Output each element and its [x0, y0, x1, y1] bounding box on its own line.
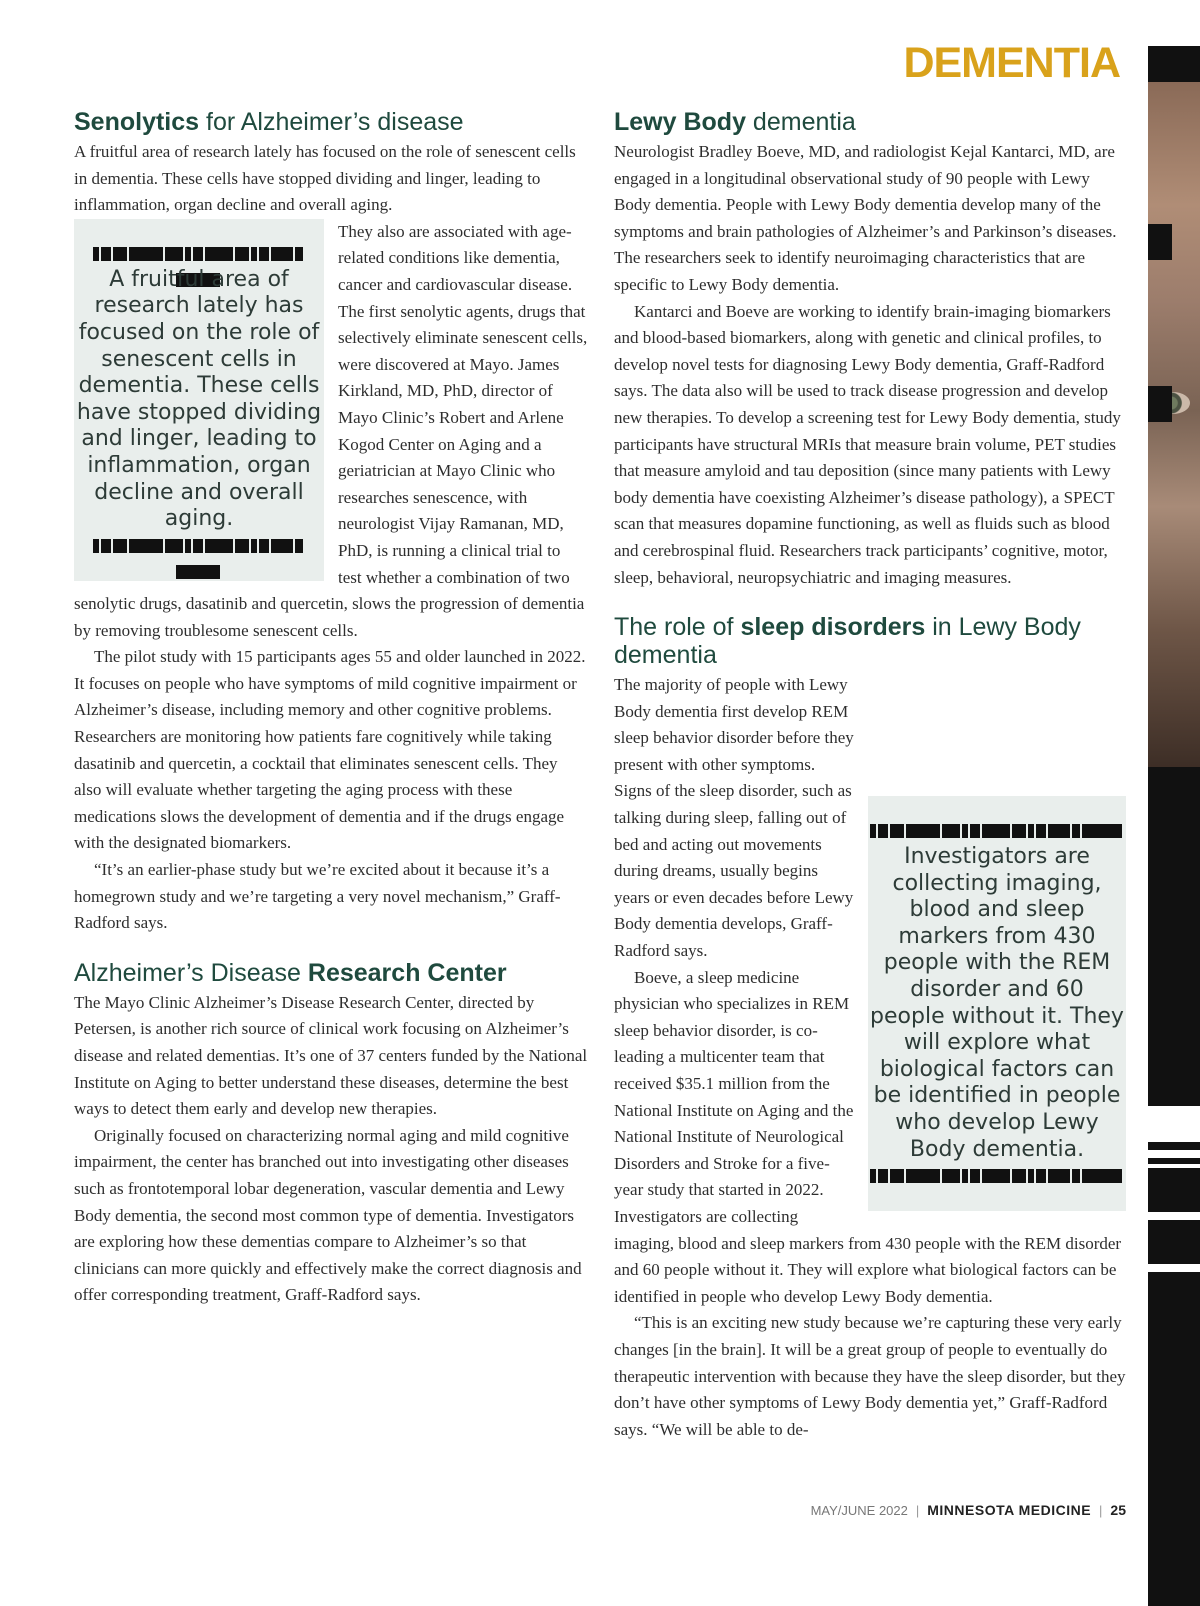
- sleep-paragraph-2: Boeve, a sleep medicine physician who specializes in REM sleep behavior disorder, is co-leading a multicenter team that received $35.1 million from the National Institute on Aging and the National Institute of Neurological Disorders and Stroke for a five-year study that started in 2022. Investigators are collecting imaging, blood and sleep markers from 430 people with the REM disorder and 60 people without it. They will explore what biological factors can be identified in people who develop Lewy Body dementia.: [614, 967, 1122, 1306]
- pull-quote-rule-top: [76, 247, 322, 261]
- senolytics-quote: “It’s an earlier-phase study but we’re excited about it because it’s a homegrown study and we’re targeting a very novel mechanism,” Graff-Radford says.: [74, 860, 561, 933]
- edge-white-band: [1148, 1164, 1200, 1168]
- heading-adrc: Alzheimer’s Disease Research Center: [74, 958, 507, 987]
- edge-photo: [1148, 82, 1200, 767]
- lewy-paragraph-1: Neurologist Bradley Boeve, MD, and radiologist Kejal Kantarci, MD, are engaged in a longitudinal observational study of 90 people with Lewy Body dementia. People with Lewy Body dementia develop many of the symptoms and brain pathologies of Alzheimer’s and Parkinson’s diseases. The researchers seek to identify neuroimaging characteristics that are specific to Lewy Body dementia.: [614, 142, 1117, 294]
- adrc-paragraph-1: The Mayo Clinic Alzheimer’s Disease Research Center, directed by Petersen, is another rich source of clinical work focusing on Alzheimer’s disease and related dementias. It’s one of 37 centers funded by the National Institute on Aging to better understand these diseases, determine the best ways to detect them early and develop new therapies.: [74, 992, 588, 1119]
- pull-quote-text: Investigators are collecting imaging, blood and sleep markers from 430 people with the REM disorder and 60 people without it. They will explore what biological factors can be identified in people who develop Lewy Body dementia.: [870, 844, 1124, 1162]
- heading-senolytics: Senolytics for Alzheimer’s disease: [74, 108, 464, 136]
- edge-white-band: [1148, 1264, 1200, 1272]
- footer-separator: |: [1099, 1502, 1103, 1518]
- edge-white-band: [1148, 1106, 1200, 1142]
- section-title: DEMENTIA: [903, 39, 1120, 87]
- sleep-paragraph-3: “This is an exciting new study because we’re capturing these very early changes [in the brain]. It will be a great group of people to eventually do therapeutic intervention with because they have the sleep disorder, but they don’t have other symptoms of Lewy Body dementia yet,” Graff-Radford says. “We will be able to de-: [614, 1313, 1126, 1439]
- pull-quote-rule-top: [870, 824, 1124, 838]
- edge-white-band: [1148, 1150, 1200, 1158]
- sleep-paragraph-1-text: The majority of people with Lewy Body dementia first develop REM sleep behavior disorder before they present with other symptoms. Signs of the sleep disorder, such as talking during sleep, falling out of bed and acting out movements during dreams, usually begins years or even decades before Lewy Body dementia develops, Graff-Radford says.: [614, 675, 854, 961]
- spacer: [614, 591, 1126, 613]
- footer-separator: |: [915, 1502, 920, 1518]
- pull-quote-rule-bottom: [870, 1169, 1124, 1183]
- edge-white-band: [1148, 1212, 1200, 1220]
- pull-quote-text: A fruitful area of research lately has focused on the role of senescent cells in dementia. These cells have stopped dividing and linger, leading to inflammation, organ decline and overall aging.: [76, 266, 322, 532]
- spacer: [74, 937, 588, 959]
- page-number: 25: [1110, 1502, 1126, 1518]
- edge-marker: [1148, 224, 1172, 260]
- edge-white-band: [1148, 0, 1200, 46]
- heading-lewy-body: Lewy Body dementia: [614, 108, 856, 136]
- pull-quote-senolytics: [74, 219, 324, 581]
- adrc-paragraph-2: Originally focused on characterizing normal aging and mild cognitive impairment, the center has branched out into investigating other diseases such as frontotemporal lobar degeneration, vascular dementia and Lewy Body dementia, the second most common type of dementia. Investigators are exploring how these dementias compare to Alzheimer’s so that clinicians can more quickly and effectively make the correct diagnosis and offer corresponding treatment, Graff-Radford says.: [74, 1125, 582, 1305]
- page-footer: [811, 1502, 1126, 1518]
- senolytics-paragraph-intro: A fruitful area of research lately has focused on the role of senescent cells in dementia. These cells have stopped dividing and linger, leading to inflammation, organ decline and overall aging.: [74, 142, 576, 215]
- right-column: [614, 108, 1126, 1443]
- pull-quote-rule-bottom: [76, 539, 322, 553]
- lewy-paragraph-2: Kantarci and Boeve are working to identify brain-imaging biomarkers and blood-based biomarkers, along with genetic and clinical profiles, to develop novel tests for diagnosing Lewy Body dementia, Graff-Radford says. The data also will be used to track disease progression and develop new therapies. To develop a screening test for Lewy Body dementia, study participants have structural MRIs that measure brain volume, PET studies that measure amyloid and tau deposition (since many patients with Lewy body dementia have coexisting Alzheimer’s disease pathology), a SPECT scan that measures dopamine functioning, as well as fluids such as blood and cerebrospinal fluid. Researchers track participants’ cognitive, motor, sleep, behavioral, neuropsychiatric and imaging measures.: [614, 301, 1121, 587]
- footer-issue: MAY/JUNE 2022: [810, 1502, 908, 1518]
- footer-magazine: MINNESOTA MEDICINE: [927, 1502, 1092, 1518]
- edge-marker: [1148, 386, 1172, 422]
- left-column: [74, 108, 588, 1309]
- senolytics-paragraph-pilot: The pilot study with 15 participants ages 55 and older launched in 2022. It focuses on people who have symptoms of mild cognitive impairment or Alzheimer’s disease, including memory and other cognitive problems. Researchers are monitoring how patients fare cognitively while taking dasatinib and quercetin, a cocktail that eliminates senescent cells. They also will evaluate whether targeting the aging process with these medications slows the development of dementia and if the drugs engage with the designated biomarkers.: [74, 647, 586, 853]
- senolytics-paragraph-wrap: They also are associated with age-related conditions like dementia, cancer and cardiovascular disease. The first senolytic agents, drugs that selectively eliminate senescent cells, were discovered at Mayo. James Kirkland, MD, PhD, director of Mayo Clinic’s Robert and Arlene Kogod Center on Aging and a geriatrician at Mayo Clinic who researches senescence, with neurologist Vijay Ramanan, MD, PhD, is running a clinical trial to test whether a combination of two senolytic drugs, dasatinib and quercetin, slows the progression of dementia by removing troublesome senescent cells.: [74, 221, 588, 640]
- pull-quote-sleep: [868, 796, 1126, 1211]
- heading-sleep-disorders: The role of sleep disorders in Lewy Body dementia: [614, 613, 1081, 670]
